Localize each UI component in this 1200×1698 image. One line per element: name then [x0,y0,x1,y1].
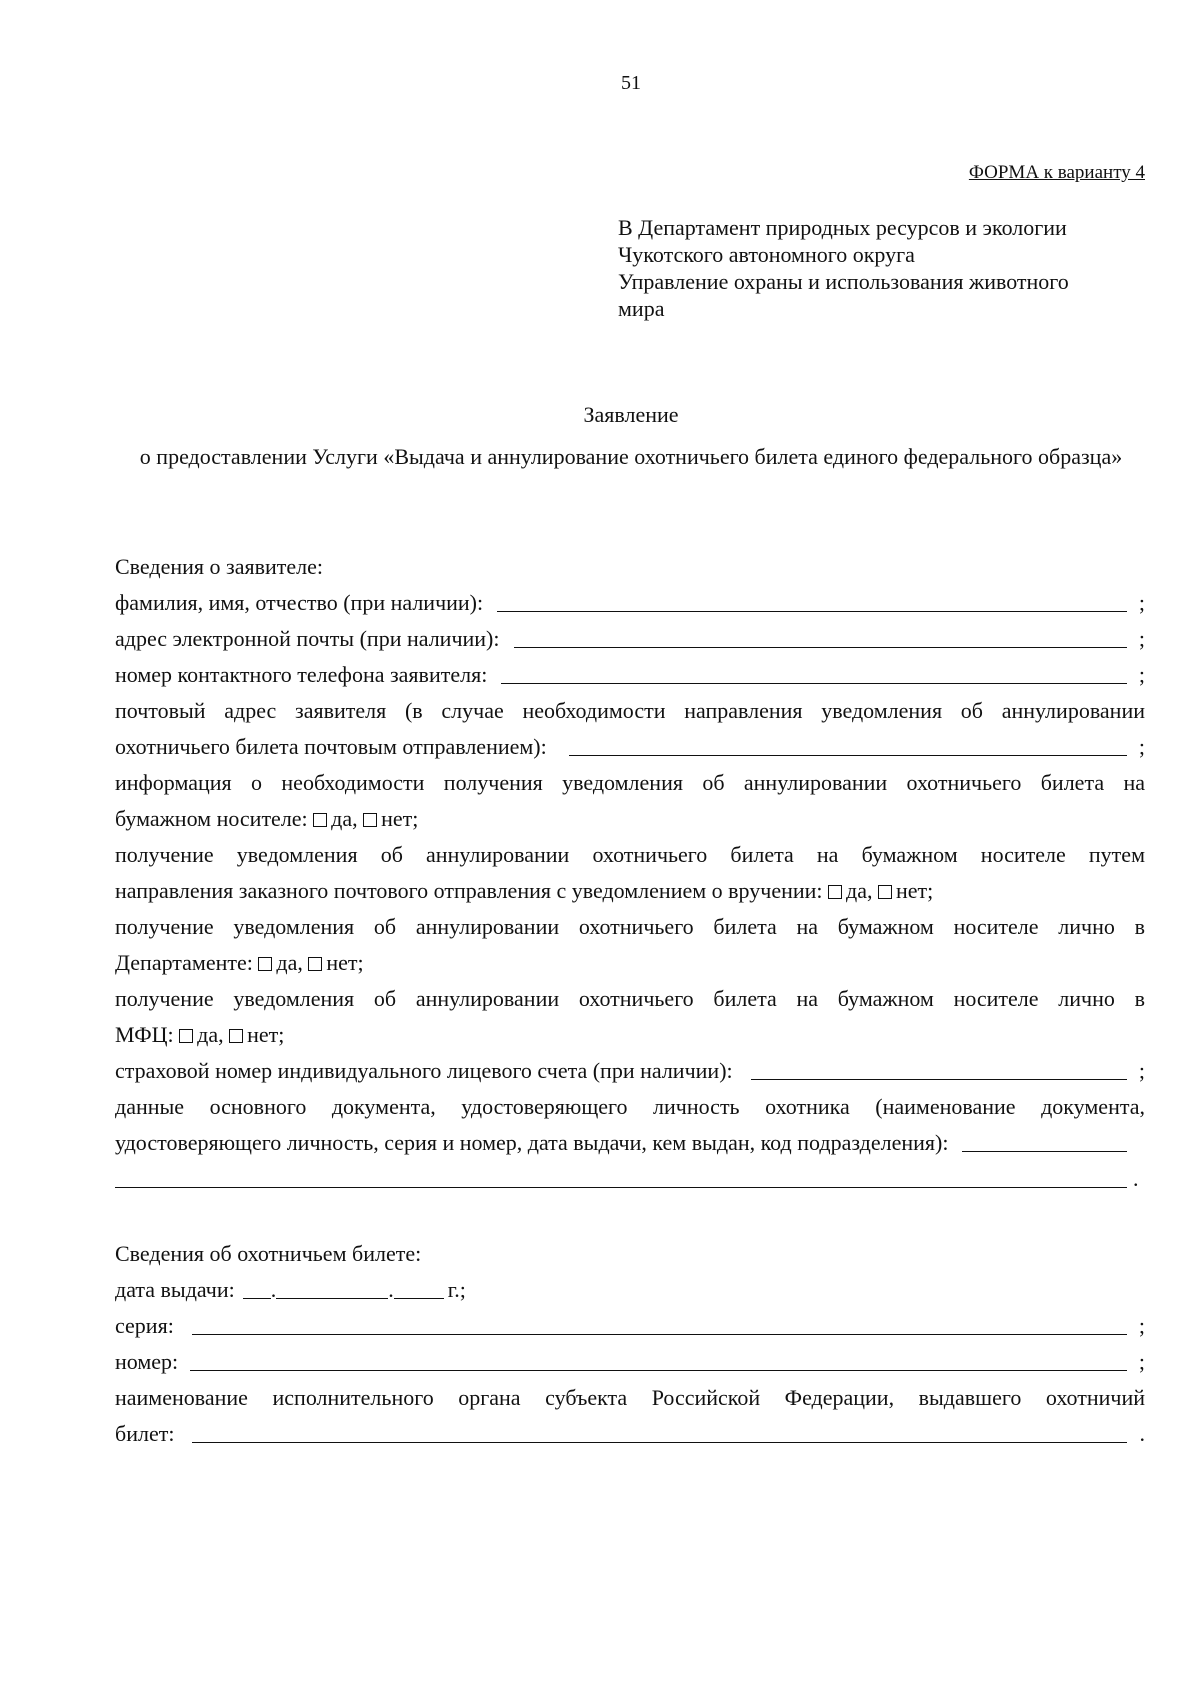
mail-delivery-options [115,873,1145,909]
issue-date-row [115,1272,1145,1308]
addressee-line: В Департамент природных ресурсов и экологии [618,215,1067,240]
document-subtitle: о предоставлении Услуги «Выдача и аннулирование охотничьего билета единого федерального образца» [139,444,1123,469]
full-name-field[interactable] [497,585,1127,612]
issue-day-field[interactable] [243,1272,271,1299]
email-row [115,621,1145,657]
postal-address-label-line1: почтовый адрес заявителя (в случае необходимости направления уведомления об аннулировании [115,698,1145,723]
postal-address-row [115,729,1145,765]
postal-address-label-line2: охотничьего билета почтовым отправлением): [115,734,547,759]
phone-field[interactable] [501,657,1127,684]
mail-delivery-yes-checkbox[interactable] [828,885,842,899]
page-number: 51 [621,72,641,94]
year-suffix: г.; [447,1277,466,1302]
yes-label: да, [331,806,358,831]
paper-info-line2: бумажном носителе: [115,806,308,831]
email-field[interactable] [514,621,1128,648]
number-label: номер: [115,1349,179,1374]
no-label: нет; [326,950,364,975]
mfc-pickup-options [115,1017,1145,1053]
semicolon: ; [1138,1058,1145,1083]
issue-date-label: дата выдачи: [115,1277,235,1302]
mfc-pickup-line1: получение уведомления об аннулировании охотничьего билета на бумажном носителе лично в [115,986,1145,1011]
identity-doc-continuation-row [115,1161,1145,1197]
period: . [1133,1166,1139,1191]
full-name-row [115,585,1145,621]
issuer-line1: наименование исполнительного органа субъекта Российской Федерации, выдавшего охотничий [115,1385,1145,1410]
issuer-line2: билет: [115,1421,175,1446]
mfc-pickup-yes-checkbox[interactable] [179,1029,193,1043]
applicant-section [115,549,1145,1197]
yes-label: да, [197,1022,224,1047]
mfc-pickup-line2: МФЦ: [115,1022,174,1047]
addressee-block [618,214,1158,322]
snils-field[interactable] [751,1053,1127,1080]
phone-label: номер контактного телефона заявителя: [115,662,488,687]
postal-address-field[interactable] [569,729,1127,756]
semicolon: ; [1138,734,1145,759]
department-pickup-line2: Департаменте: [115,950,253,975]
applicant-heading: Сведения о заявителе: [115,554,324,579]
no-label: нет; [381,806,419,831]
series-row [115,1308,1145,1344]
series-label: серия: [115,1313,174,1338]
issuer-row [115,1416,1145,1452]
semicolon: ; [1138,626,1145,651]
paper-info-no-checkbox[interactable] [363,813,377,827]
mail-delivery-no-checkbox[interactable] [878,885,892,899]
snils-label: страховой номер индивидуального лицевого счета (при наличии): [115,1058,733,1083]
phone-row [115,657,1145,693]
ticket-heading: Сведения об охотничьем билете: [115,1241,422,1266]
paper-info-yes-checkbox[interactable] [313,813,327,827]
semicolon: ; [1138,662,1145,687]
addressee-line: Чукотского автономного округа [618,242,915,267]
mail-delivery-line2: направления заказного почтового отправления с уведомлением о вручении: [115,878,823,903]
mail-delivery-line1: получение уведомления об аннулировании охотничьего билета на бумажном носителе путем [115,842,1145,867]
yes-label: да, [846,878,873,903]
issue-year-field[interactable] [394,1272,444,1299]
addressee-line: Управление охраны и использования животного [618,269,1069,294]
department-pickup-options [115,945,1145,981]
snils-row [115,1053,1145,1089]
paper-info-line1: информация о необходимости получения уведомления об аннулировании охотничьего билета на [115,770,1145,795]
full-name-label: фамилия, имя, отчество (при наличии): [115,590,484,615]
no-label: нет; [895,878,934,903]
issuer-field[interactable] [192,1416,1127,1443]
semicolon: ; [1138,1349,1145,1374]
series-field[interactable] [192,1308,1127,1335]
identity-doc-line2: удостоверяющего личность, серия и номер, дата выдачи, кем выдан, код подразделения): [115,1130,949,1155]
identity-doc-continuation-field[interactable] [115,1161,1127,1188]
email-label: адрес электронной почты (при наличии): [115,626,500,651]
addressee-line: мира [618,296,665,321]
identity-doc-row [115,1125,1145,1161]
department-pickup-no-checkbox[interactable] [308,957,322,971]
department-pickup-yes-checkbox[interactable] [258,957,272,971]
semicolon: ; [1138,590,1145,615]
document-title: Заявление [583,402,679,427]
ticket-section [115,1236,1145,1452]
form-reference: ФОРМА к варианту 4 [968,162,1145,183]
period: . [1139,1421,1145,1446]
identity-doc-line1: данные основного документа, удостоверяющего личность охотника (наименование документа, [115,1094,1145,1119]
yes-label: да, [276,950,303,975]
date-separator: . [388,1277,394,1302]
semicolon: ; [1138,1313,1145,1338]
paper-info-options [115,801,1145,837]
department-pickup-line1: получение уведомления об аннулировании охотничьего билета на бумажном носителе лично в [115,914,1145,939]
no-label: нет; [247,1022,285,1047]
issue-month-field[interactable] [276,1272,388,1299]
number-row [115,1344,1145,1380]
date-separator: . [270,1277,277,1302]
number-field[interactable] [190,1344,1127,1371]
mfc-pickup-no-checkbox[interactable] [229,1029,243,1043]
identity-doc-field[interactable] [962,1125,1127,1152]
